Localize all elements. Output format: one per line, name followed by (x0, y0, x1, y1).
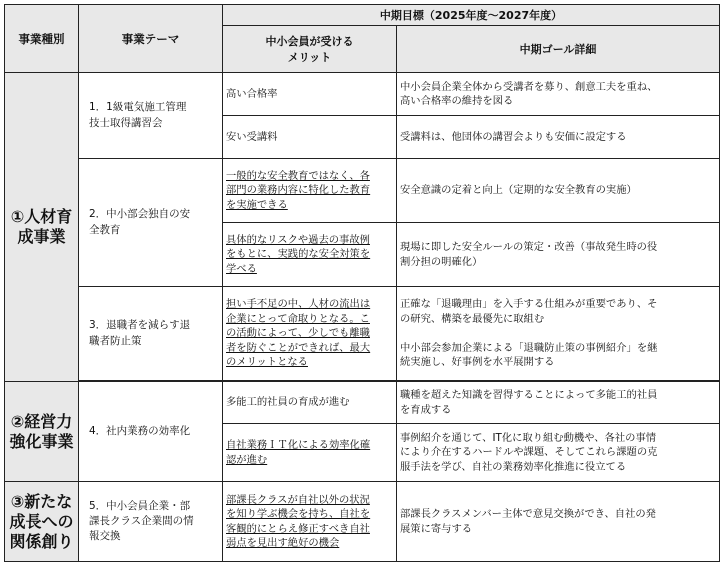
merit-cell: 具体的なリスクや過去の事故例 をもとに、実践的な安全対策を 学べる (223, 223, 397, 287)
theme-safety-education: 2．中小部会独自の安 全教育 (79, 159, 223, 287)
midterm-goals-table (4, 4, 720, 562)
category-management: ②経営力 強化事業 (5, 382, 79, 482)
merit-cell: 高い合格率 (223, 73, 397, 116)
header-merit-text: 中小会員が受ける メリット (265, 35, 354, 64)
goal-cell: 部課長クラスメンバー主体で意見交換ができ、自社の発 展策に寄与する (397, 482, 720, 562)
category-hr-development: ①人材育 成事業 (5, 73, 79, 382)
table-row (5, 382, 720, 424)
merit-cell: 自社業務ＩＴ化による効率化確 認が進む (223, 424, 397, 482)
header-merit (223, 26, 397, 73)
theme-retention: 3．退職者を減らす退 職者防止策 (79, 287, 223, 381)
table-row (5, 73, 720, 116)
header-midterm: 中期目標（2025年度〜2027年度） (223, 5, 720, 26)
goal-cell: 受講料は、他団体の講習会よりも安価に設定する (397, 116, 720, 159)
goals-table-wrapper (4, 4, 719, 566)
merit-cell: 担い手不足の中、人材の流出は 企業にとって命取りとなる。こ の活動によって、少しでも離職 者を防ぐことができれば、最大 のメリットとなる (223, 287, 397, 381)
header-theme: 事業テーマ (79, 5, 223, 73)
goal-cell: 安全意識の定着と向上（定期的な安全教育の実施） (397, 159, 720, 223)
goal-cell: 事例紹介を通じて、IT化に取り組む動機や、各社の事情 により介在するハードルや課題、そしてこれら課題の克 服手法を学び、自社の業務効率化推進に役立てる (397, 424, 720, 482)
table-row (5, 159, 720, 223)
merit-cell: 安い受講料 (223, 116, 397, 159)
theme-info-exchange: 5．中小会員企業・部 課長クラス企業間の情 報交換 (79, 482, 223, 562)
theme-efficiency: 4．社内業務の効率化 (79, 382, 223, 482)
goal-cell: 中小会員企業全体から受講者を募り、創意工夫を重ね、 高い合格率の維持を図る (397, 73, 720, 116)
merit-cell: 一般的な安全教育ではなく、各 部門の業務内容に特化した教育 を実施できる (223, 159, 397, 223)
theme-electrical-license: 1．1級電気施工管理 技士取得講習会 (79, 73, 223, 159)
goal-cell: 正確な「退職理由」を入手する仕組みが重要であり、そ の研究、構築を最優先に取組む 中小部会参加企業による「退職防止策の事例紹介」を継 続実施し、好事例を水平展開する (397, 287, 720, 381)
merit-cell: 多能工的社員の育成が進む (223, 382, 397, 424)
goal-cell: 現場に即した安全ルールの策定・改善（事故発生時の役 割分担の明確化） (397, 223, 720, 287)
header-goal: 中期ゴール詳細 (397, 26, 720, 73)
table-row (5, 482, 720, 562)
header-category: 事業種別 (5, 5, 79, 73)
header-row-1 (5, 5, 720, 26)
merit-cell: 部課長クラスが自社以外の状況 を知り学ぶ機会を持ち、自社を 客観的にとらえ修正すべき自社 弱点を見出す絶好の機会 (223, 482, 397, 562)
goal-cell: 職種を超えた知識を習得することによって多能工的社員 を育成する (397, 382, 720, 424)
table-row (5, 287, 720, 381)
category-growth-relations: ③新たな 成長への 関係創り (5, 482, 79, 562)
